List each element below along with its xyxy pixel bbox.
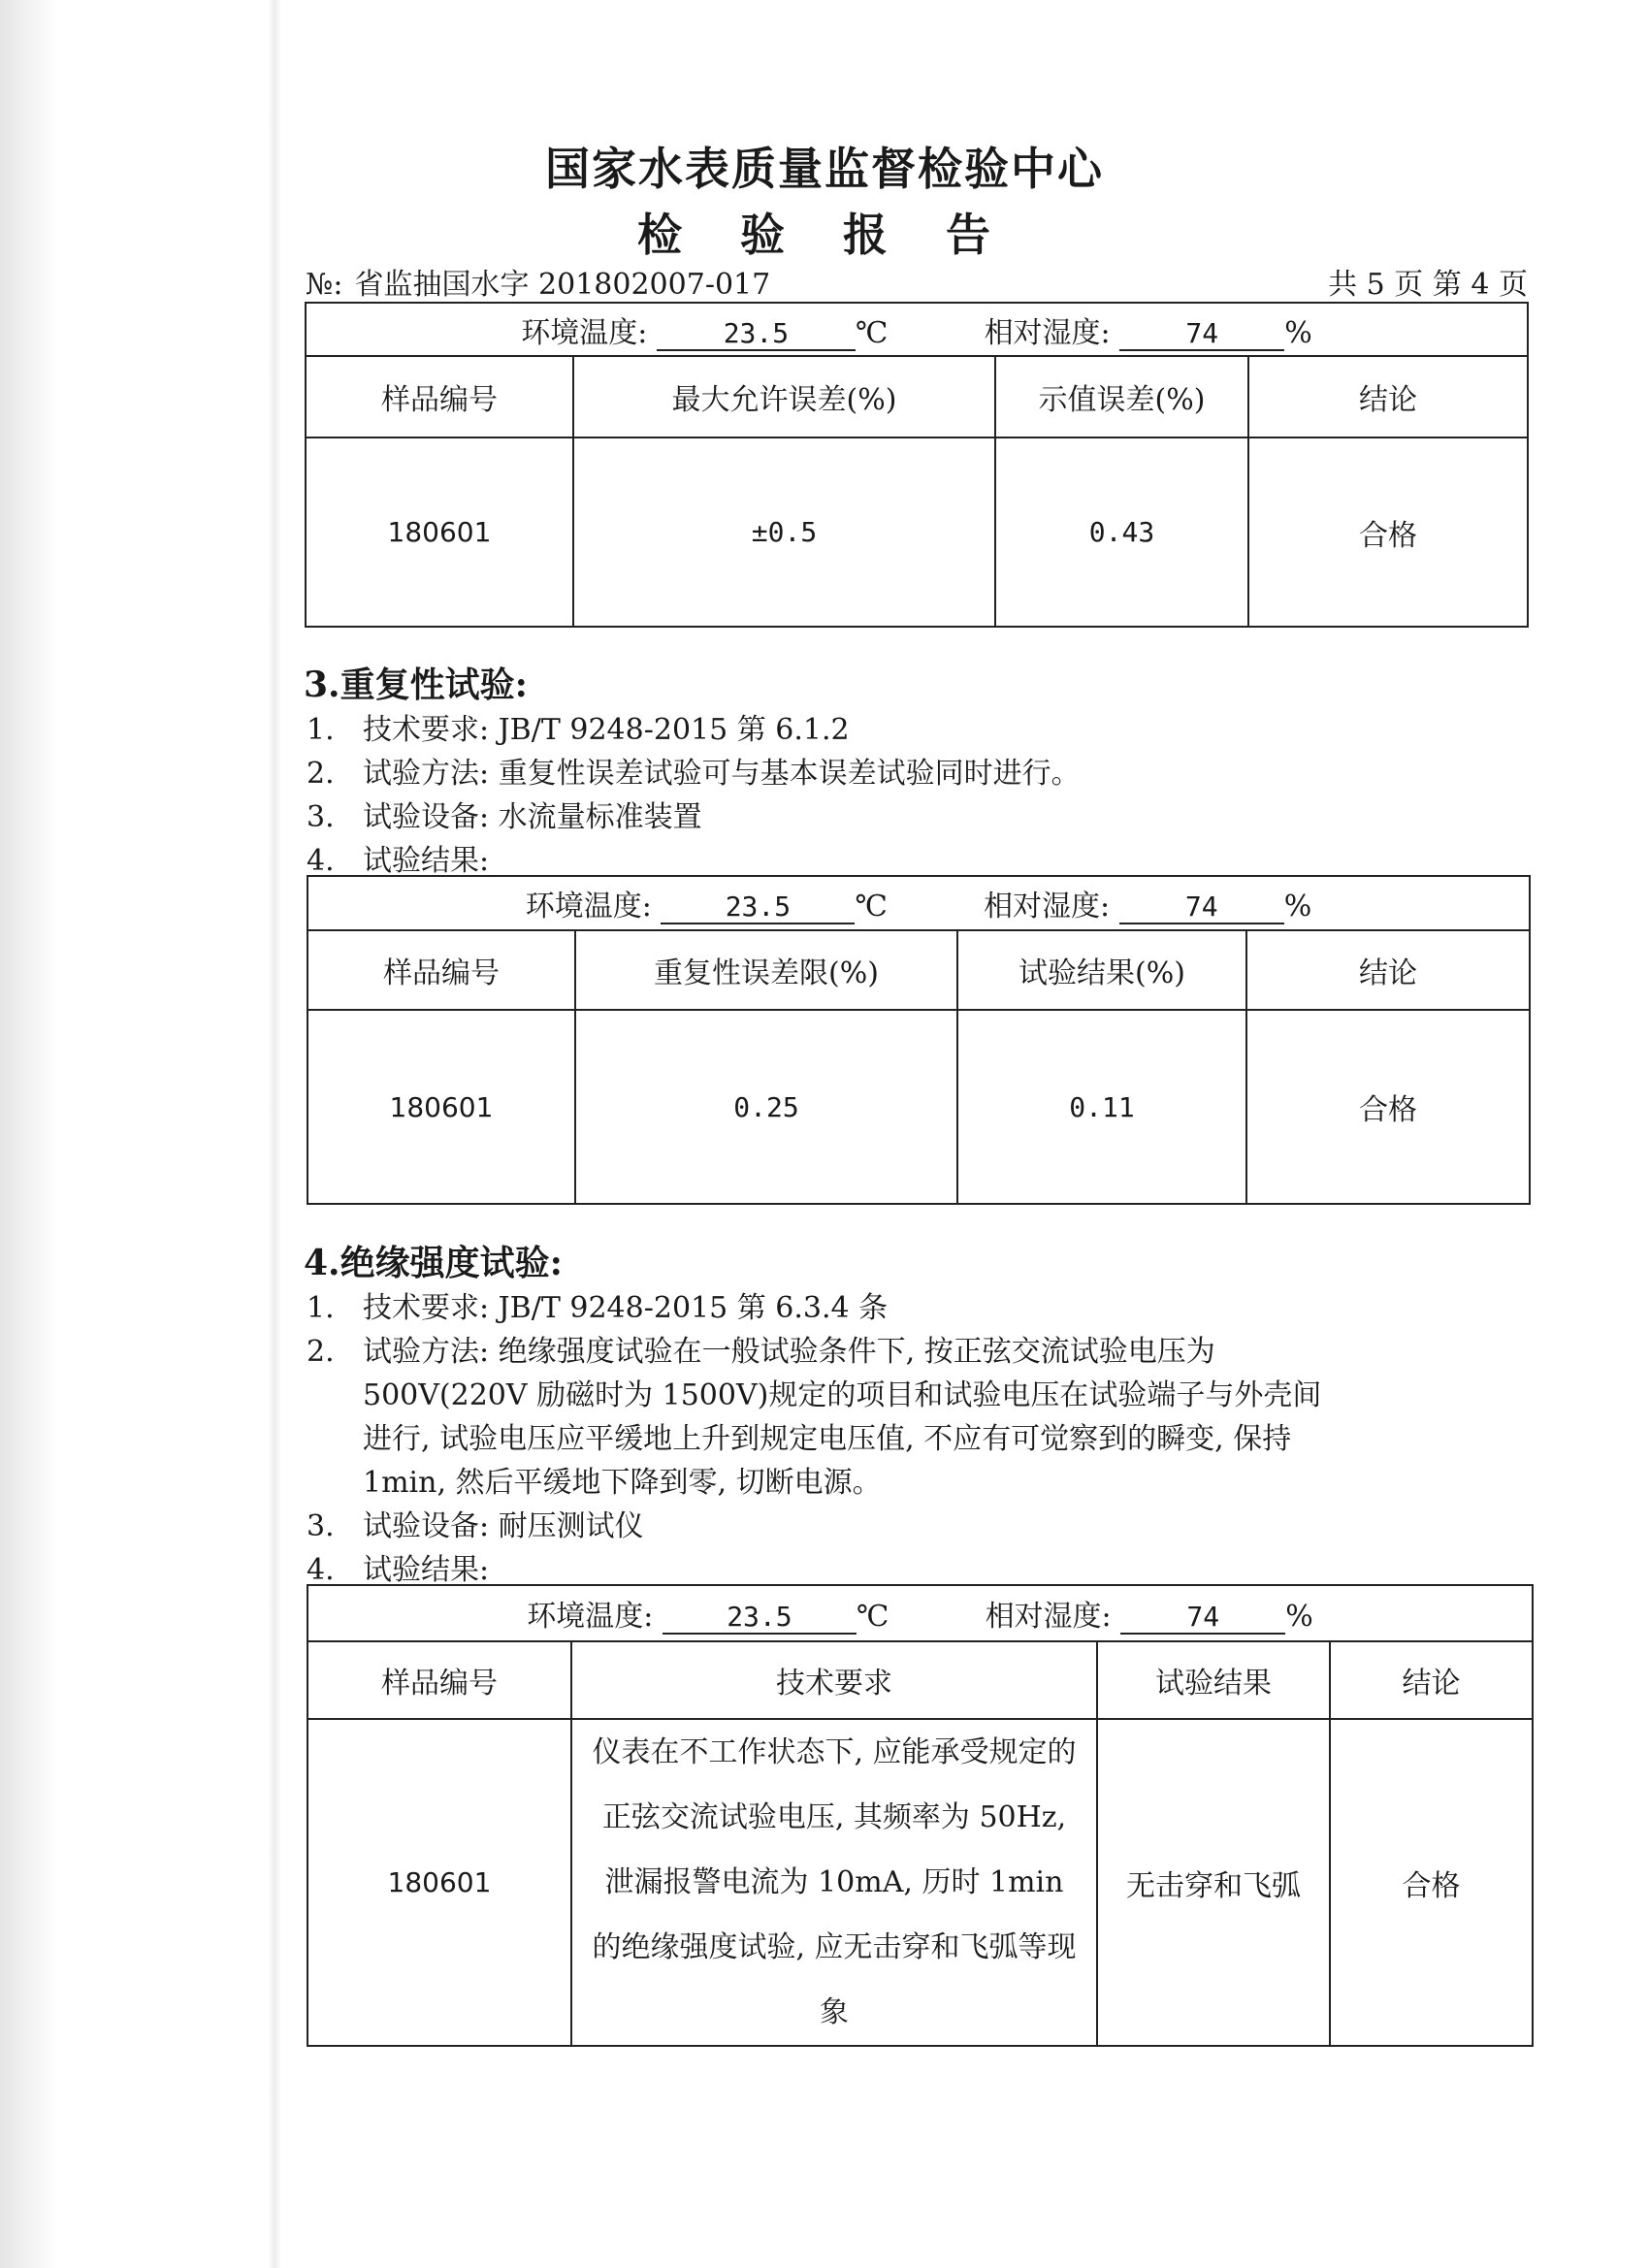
repeatability-table — [307, 875, 1531, 1205]
temp-label: 环境温度: — [525, 890, 652, 923]
list-item: 4. 试验结果: — [307, 1553, 490, 1587]
list-item: 3. 试验设备: 水流量标准装置 — [307, 800, 702, 834]
header-repeatability-limit: 重复性误差限(%) — [575, 930, 957, 1010]
temp-value: 23.5 — [657, 317, 856, 351]
env-conditions — [307, 876, 1530, 930]
env-conditions — [306, 303, 1528, 356]
list-item: 2. 试验方法: 重复性误差试验可与基本误差试验同时进行。 — [307, 757, 1081, 791]
humidity-unit: % — [1283, 890, 1312, 923]
cell-conclusion: 合格 — [1246, 1010, 1530, 1204]
cell-indication-error: 0.43 — [995, 437, 1248, 627]
humidity-value: 74 — [1119, 317, 1284, 351]
report-number-value: 省监抽国水字 201802007-017 — [354, 268, 771, 302]
page-info: 共 5 页 第 4 页 — [1328, 268, 1528, 302]
list-item: 3. 试验设备: 耐压测试仪 — [307, 1509, 644, 1543]
header-test-result: 试验结果 — [1097, 1641, 1330, 1719]
temp-unit: ℃ — [855, 890, 888, 923]
page-subtitle: 检 验 报 告 — [636, 209, 1013, 261]
temp-unit: ℃ — [855, 315, 889, 350]
header-conclusion: 结论 — [1246, 930, 1530, 1010]
list-item: 1. 技术要求: JB/T 9248-2015 第 6.1.2 — [307, 713, 850, 747]
temp-label: 环境温度: — [521, 315, 648, 350]
scan-shadow-left — [0, 0, 58, 2268]
humidity-label: 相对湿度: — [985, 1600, 1112, 1634]
cell-conclusion: 合格 — [1330, 1719, 1533, 2046]
header-conclusion: 结论 — [1330, 1641, 1533, 1719]
header-requirement: 技术要求 — [571, 1641, 1097, 1719]
header-indication-error: 示值误差(%) — [995, 356, 1248, 437]
report-number — [306, 260, 770, 303]
env-conditions — [307, 1585, 1533, 1641]
temp-value: 23.5 — [663, 1601, 857, 1635]
humidity-label: 相对湿度: — [984, 315, 1111, 350]
insulation-table — [307, 1584, 1534, 2047]
header-sample-no: 样品编号 — [306, 356, 573, 437]
humidity-label: 相对湿度: — [984, 890, 1111, 923]
humidity-value: 74 — [1119, 891, 1284, 924]
cell-conclusion: 合格 — [1248, 437, 1528, 627]
humidity-unit: % — [1285, 1600, 1313, 1634]
temp-unit: ℃ — [856, 1600, 889, 1634]
report-meta — [306, 260, 1528, 303]
header-max-error: 最大允许误差(%) — [573, 356, 995, 437]
cell-sample-no: 180601 — [307, 1010, 575, 1204]
cell-sample-no: 180601 — [307, 1719, 571, 2046]
temp-value: 23.5 — [661, 891, 855, 924]
cell-test-result: 0.11 — [957, 1010, 1246, 1204]
section4-list — [307, 1286, 1333, 1592]
scan-fold-line — [268, 0, 281, 2268]
section4-heading: 4.绝缘强度试验: — [304, 1243, 563, 1283]
page-title: 国家水表质量监督检验中心 — [545, 143, 1104, 195]
error-result-table — [305, 302, 1529, 628]
header-test-result: 试验结果(%) — [957, 930, 1246, 1010]
humidity-unit: % — [1284, 315, 1312, 350]
humidity-value: 74 — [1120, 1601, 1285, 1635]
cell-test-result: 无击穿和飞弧 — [1097, 1719, 1330, 2046]
cell-max-error: ±0.5 — [573, 437, 995, 627]
list-item: 1. 技术要求: JB/T 9248-2015 第 6.3.4 条 — [307, 1291, 889, 1325]
header-sample-no: 样品编号 — [307, 930, 575, 1010]
report-number-label: №: — [306, 268, 343, 302]
section3-heading: 3.重复性试验: — [304, 664, 528, 705]
cell-repeatability-limit: 0.25 — [575, 1010, 957, 1204]
cell-sample-no: 180601 — [306, 437, 573, 627]
list-item: 2. 试验方法: 绝缘强度试验在一般试验条件下, 按正弦交流试验电压为 500V(220V 励磁时为 1500V)规定的项目和试验电压在试验端子与外壳间进行, 试验电压应平缓地上升到规定电压值, 不应有可觉察到的瞬变, 保持 1min, 然后平缓地下降到零, 切断电源。 — [307, 1335, 1322, 1500]
header-sample-no: 样品编号 — [307, 1641, 571, 1719]
temp-label: 环境温度: — [527, 1600, 654, 1634]
section3-list — [307, 708, 1333, 883]
header-conclusion: 结论 — [1248, 356, 1528, 437]
cell-requirement: 仪表在不工作状态下, 应能承受规定的正弦交流试验电压, 其频率为 50Hz, 泄漏报警电流为 10mA, 历时 1min 的绝缘强度试验, 应无击穿和飞弧等现象 — [571, 1719, 1097, 2046]
list-item: 4. 试验结果: — [307, 844, 490, 878]
